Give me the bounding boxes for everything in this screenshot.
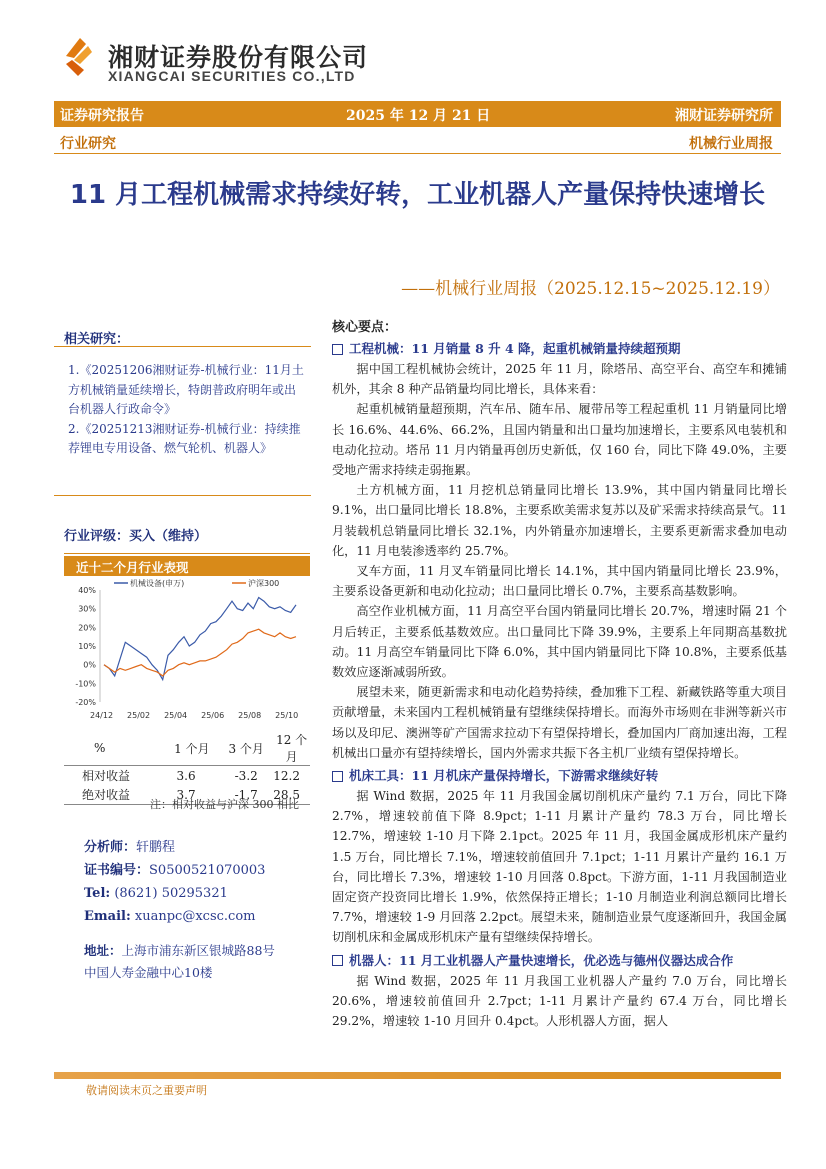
checkbox-icon	[332, 771, 343, 782]
related-heading: 相关研究：	[64, 332, 130, 347]
y-tick-label: -20%	[75, 698, 96, 707]
paragraph: 叉车方面，11 月叉车销量同比增长 14.1%，其中国内销量同比增长 23.9%，主要系设备更新和电动化拉动；出口量同比增长 0.7%，主要系高基数影响。	[332, 564, 787, 599]
tel-number: (8621) 50295321	[114, 886, 228, 901]
table-row	[64, 766, 310, 786]
table-header-cell: 1 个月	[174, 741, 210, 756]
industry-rating: 行业评级：买入（维持）	[64, 529, 208, 544]
email-address[interactable]: xuanpc@xcsc.com	[134, 909, 256, 924]
performance-table	[64, 731, 310, 805]
y-tick-label: 10%	[78, 642, 96, 651]
section-title-robots	[332, 951, 787, 971]
report-subtitle: ——机械行业周报（2025.12.15~2025.12.19）	[401, 279, 780, 299]
report-category: 行业研究	[60, 136, 116, 152]
tel-label: Tel:	[84, 886, 111, 901]
table-cell: -3.2	[234, 768, 258, 783]
legend-label-sector: 机械设备(申万)	[130, 579, 185, 588]
cert-label: 证书编号：	[84, 863, 150, 878]
section-title-text: 机床工具：11 月机床产量保持增长，下游需求继续好转	[349, 768, 659, 784]
address-line: 中国人寿金融中心10楼	[84, 965, 213, 980]
logo-mark-icon	[62, 34, 96, 78]
x-tick-label: 25/06	[201, 711, 225, 720]
y-tick-label: 0%	[83, 660, 96, 670]
report-type: 证券研究报告	[60, 108, 144, 124]
y-tick-label: 40%	[78, 586, 96, 595]
header-subrow	[54, 131, 781, 154]
report-series: 机械行业周报	[689, 136, 773, 152]
paragraph: 起重机械销量超预期，汽车吊、随车吊、履带吊等工程起重机 11 月销量同比增长 16.6%、44.6%、66.2%，且国内销量和出口量均加速增长，主要系风电装机和电动化拉动。塔吊 11 月内销量再创历史新低，仅 160 台，同比下降 49.0%，主要受地产需求持续走弱拖累。	[332, 402, 787, 478]
analyst-name: 轩鹏程	[136, 840, 176, 855]
core-points	[332, 316, 787, 1031]
address-label: 地址：	[84, 943, 122, 958]
x-tick-label: 25/08	[238, 711, 262, 720]
table-header-cell: 12 个月	[276, 733, 308, 764]
table-cell: 3.7	[176, 787, 196, 802]
footer-bar	[54, 1072, 781, 1079]
email-label: Email:	[84, 909, 131, 924]
table-header-cell: %	[94, 741, 106, 755]
table-cell: 28.5	[273, 787, 300, 802]
table-header-row	[64, 731, 310, 766]
footer-disclaimer[interactable]: 敬请阅读末页之重要声明	[86, 1084, 207, 1097]
section-title-text: 机器人：11 月工业机器人产量快速增长，优必选与德州仪器达成合作	[349, 952, 734, 968]
table-cell: 绝对收益	[82, 788, 131, 802]
company-name-cn: 湘财证券股份有限公司	[108, 43, 369, 72]
chart-title	[64, 556, 310, 576]
table-cell: 相对收益	[82, 769, 131, 783]
company-logo	[62, 34, 96, 78]
table-cell: 3.6	[176, 768, 196, 783]
table-cell: -1.7	[234, 787, 258, 802]
paragraph: 高空作业机械方面，11 月高空平台国内销量同比增长 20.7%，增速时隔 21 个月后转正，主要系低基数效应。出口量同比下降 39.9%，主要系上年同期高基数扰动。11 月高空车销量同比下降 6.0%，其中国内销量同比下降 10.8%，主要系低基数效应逐渐减弱所致。	[332, 604, 787, 680]
paragraph: 据中国工程机械协会统计，2025 年 11 月，除塔吊、高空平台、高空车和摊铺机外，其余 8 种产品销量均同比增长，具体来看：	[332, 362, 787, 397]
paragraph: 据 Wind 数据，2025 年 11 月我国工业机器人产量约 7.0 万台，同比增长 20.6%，增速较前值回升 2.7pct；1-11 月累计产量约 67.4 万台，同比增长 29.2%，增速较 1-10 月回升 0.4pct。人形机器人方面，据人	[332, 973, 787, 1029]
x-tick-label: 25/10	[275, 711, 299, 720]
table-note: 注：相对收益与沪深 300 相比	[150, 798, 299, 811]
address-block	[84, 940, 275, 984]
legend-label-hs300: 沪深300	[248, 579, 280, 588]
x-tick-label: 24/12	[90, 711, 114, 720]
report-title: 11 月工程机械需求持续好转，工业机器人产量保持快速增长	[69, 180, 766, 210]
checkbox-icon	[332, 344, 343, 355]
company-name-en: XIANGCAI SECURITIES CO.,LTD	[108, 68, 356, 84]
section-title-machine-tools	[332, 766, 787, 786]
y-tick-label: 20%	[78, 623, 96, 633]
series-line-hs300	[104, 629, 296, 676]
related-research-list	[54, 346, 311, 496]
related-item[interactable]: 1.《20251206湘财证券-机械行业：11月土方机械销量延续增长，特朗普政府明年或出台机器人行政命令》	[68, 363, 304, 416]
core-heading: 核心要点：	[332, 320, 398, 335]
performance-chart-plot	[64, 576, 310, 722]
paragraph: 据 Wind 数据，2025 年 11 月我国金属切削机床产量约 7.1 万台，同比下降 2.7%，增速较前值下降 8.9pct；1-11 月累计产量约 78.3 万台，同比增长 12.7%，增速较 1-10 月下降 2.1pct。2025 年 11 月，我国金属成形机床产量约 1.5 万台，同比增长 7.1%，增速较前值回升 7.1pct；1-11 月累计产量约 16.1 万台，同比增长 7.3%，增速较 1-10 月回落 0.8pct。下游方面，1-11 月我国制造业固定资产投资同比增长 1.9%，依然保持正增长；1-10 月制造业利润总额同比增长 7.7%，增速较 1-9 月回落 2.2pct。展望未来，随制造业景气度逐渐回升，我国金属切削机床和金属成形机床产量有望继续保持增长。	[332, 789, 787, 945]
header-bar	[54, 101, 781, 127]
analyst-info	[84, 836, 265, 928]
x-tick-label: 25/02	[127, 711, 151, 720]
paragraph: 土方机械方面，11 月挖机总销量同比增长 13.9%，其中国内销量同比增长 9.1%，出口量同比增长 18.8%，主要系欧美需求复苏以及矿采需求持续高景气。11 月装载机总销量同比增长 32.1%，内外销量亦加速增长，主要系更新需求叠加电动化，11 月电装渗透率约 25.7%。	[332, 483, 787, 558]
checkbox-icon	[332, 955, 343, 966]
institute-name: 湘财证券研究所	[675, 108, 773, 124]
chart-title-text: 近十二个月行业表现	[76, 560, 189, 575]
cert-number: S0500521070003	[149, 863, 266, 878]
y-tick-label: 30%	[78, 604, 96, 614]
section-title-text: 工程机械：11 月销量 8 升 4 降，起重机械销量持续超预期	[349, 341, 681, 356]
paragraph: 展望未来，随更新需求和电动化趋势持续，叠加雅下工程、新藏铁路等重大项目贡献增量，未来国内工程机械销量有望继续保持增长。而海外市场则在非洲等新兴市场以及印尼、澳洲等矿产国需求拉动下有望保持增长，叠加国内厂商加速出海，工程机械出口量亦有望持续增长，国内外需求共振下各主机厂业绩有望保持增长。	[332, 685, 787, 760]
related-item[interactable]: 2.《20251213湘财证券-机械行业：持续推荐锂电专用设备、燃气轮机、机器人》	[68, 421, 301, 455]
section-title-construction	[332, 339, 787, 359]
analyst-name-label: 分析师：	[84, 840, 137, 855]
x-tick-label: 25/04	[164, 711, 188, 720]
report-date: 2025 年 12 月 21 日	[346, 108, 491, 124]
address-line: 上海市浦东新区银城路88号	[121, 943, 275, 958]
y-tick-label: -10%	[75, 679, 96, 689]
table-header-cell: 3 个月	[228, 741, 264, 756]
table-cell: 12.2	[273, 768, 300, 783]
